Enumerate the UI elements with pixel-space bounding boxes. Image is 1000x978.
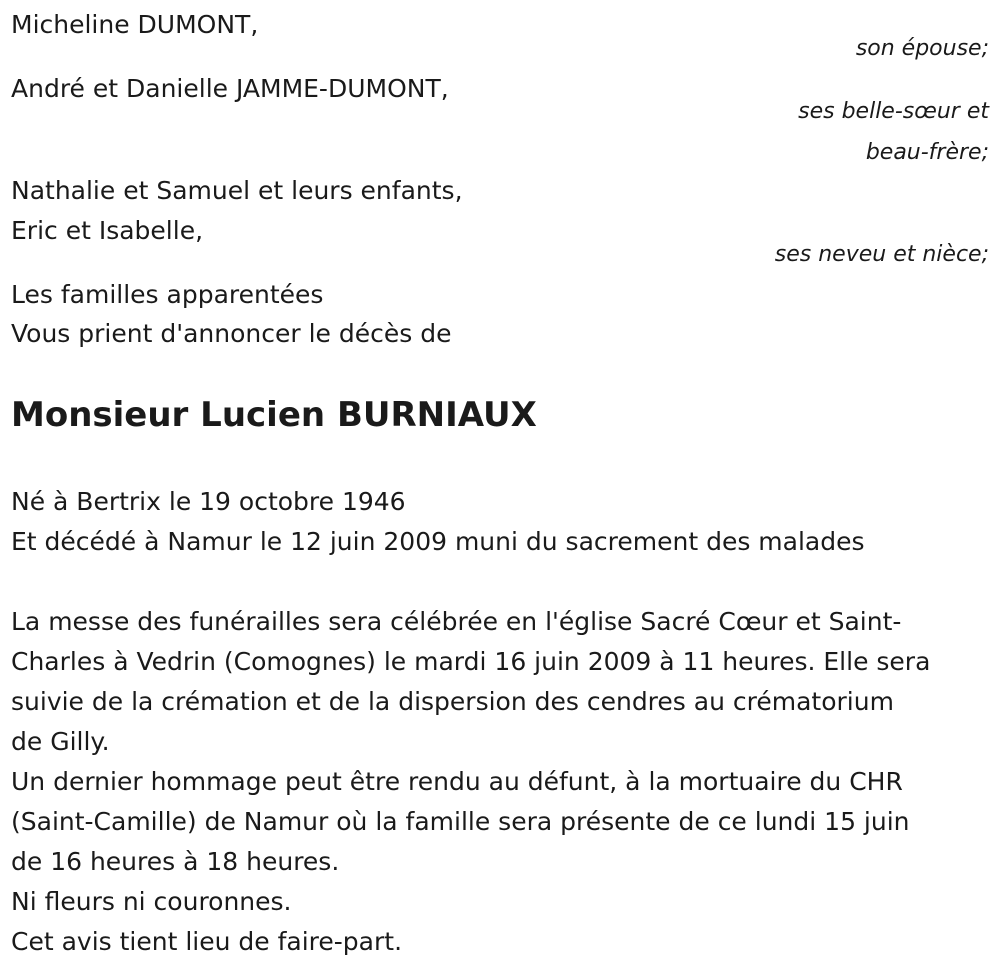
- details-line9: Cet avis tient lieu de faire-part.: [11, 927, 403, 956]
- spouse-name: Micheline DUMONT,: [11, 10, 259, 39]
- spouse-role: son épouse;: [855, 36, 989, 61]
- details-line7: de 16 heures à 18 heures.: [11, 847, 340, 876]
- death-line: Et décédé à Namur le 12 juin 2009 muni du sacrement des malades: [11, 527, 865, 556]
- deceased-name: Monsieur Lucien BURNIAUX: [11, 395, 537, 435]
- details-line8: Ni fleurs ni couronnes.: [11, 887, 292, 916]
- details-line5: Un dernier hommage peut être rendu au défunt, à la mortuaire du CHR: [11, 767, 903, 796]
- nephew-line2: Eric et Isabelle,: [11, 216, 204, 245]
- in-laws-role-line1: ses belle-sœur et: [798, 99, 989, 124]
- birth-line: Né à Bertrix le 19 octobre 1946: [11, 487, 406, 516]
- details-line4: de Gilly.: [11, 727, 110, 756]
- relatives-line: Les familles apparentées: [11, 280, 324, 309]
- nephew-line1: Nathalie et Samuel et leurs enfants,: [11, 176, 463, 205]
- details-line3: suivie de la crémation et de la dispersion des cendres au crématorium: [11, 687, 894, 716]
- details-line6: (Saint-Camille) de Namur où la famille sera présente de ce lundi 15 juin: [11, 807, 910, 836]
- in-laws-role-line2: beau-frère;: [865, 140, 989, 165]
- announce-line: Vous prient d'annoncer le décès de: [11, 319, 452, 348]
- nephew-role: ses neveu et nièce;: [774, 242, 989, 267]
- details-line1: La messe des funérailles sera célébrée en l'église Sacré Cœur et Saint-: [11, 607, 902, 636]
- details-line2: Charles à Vedrin (Comognes) le mardi 16 juin 2009 à 11 heures. Elle sera: [11, 647, 931, 676]
- in-laws-name: André et Danielle JAMME-DUMONT,: [11, 74, 449, 103]
